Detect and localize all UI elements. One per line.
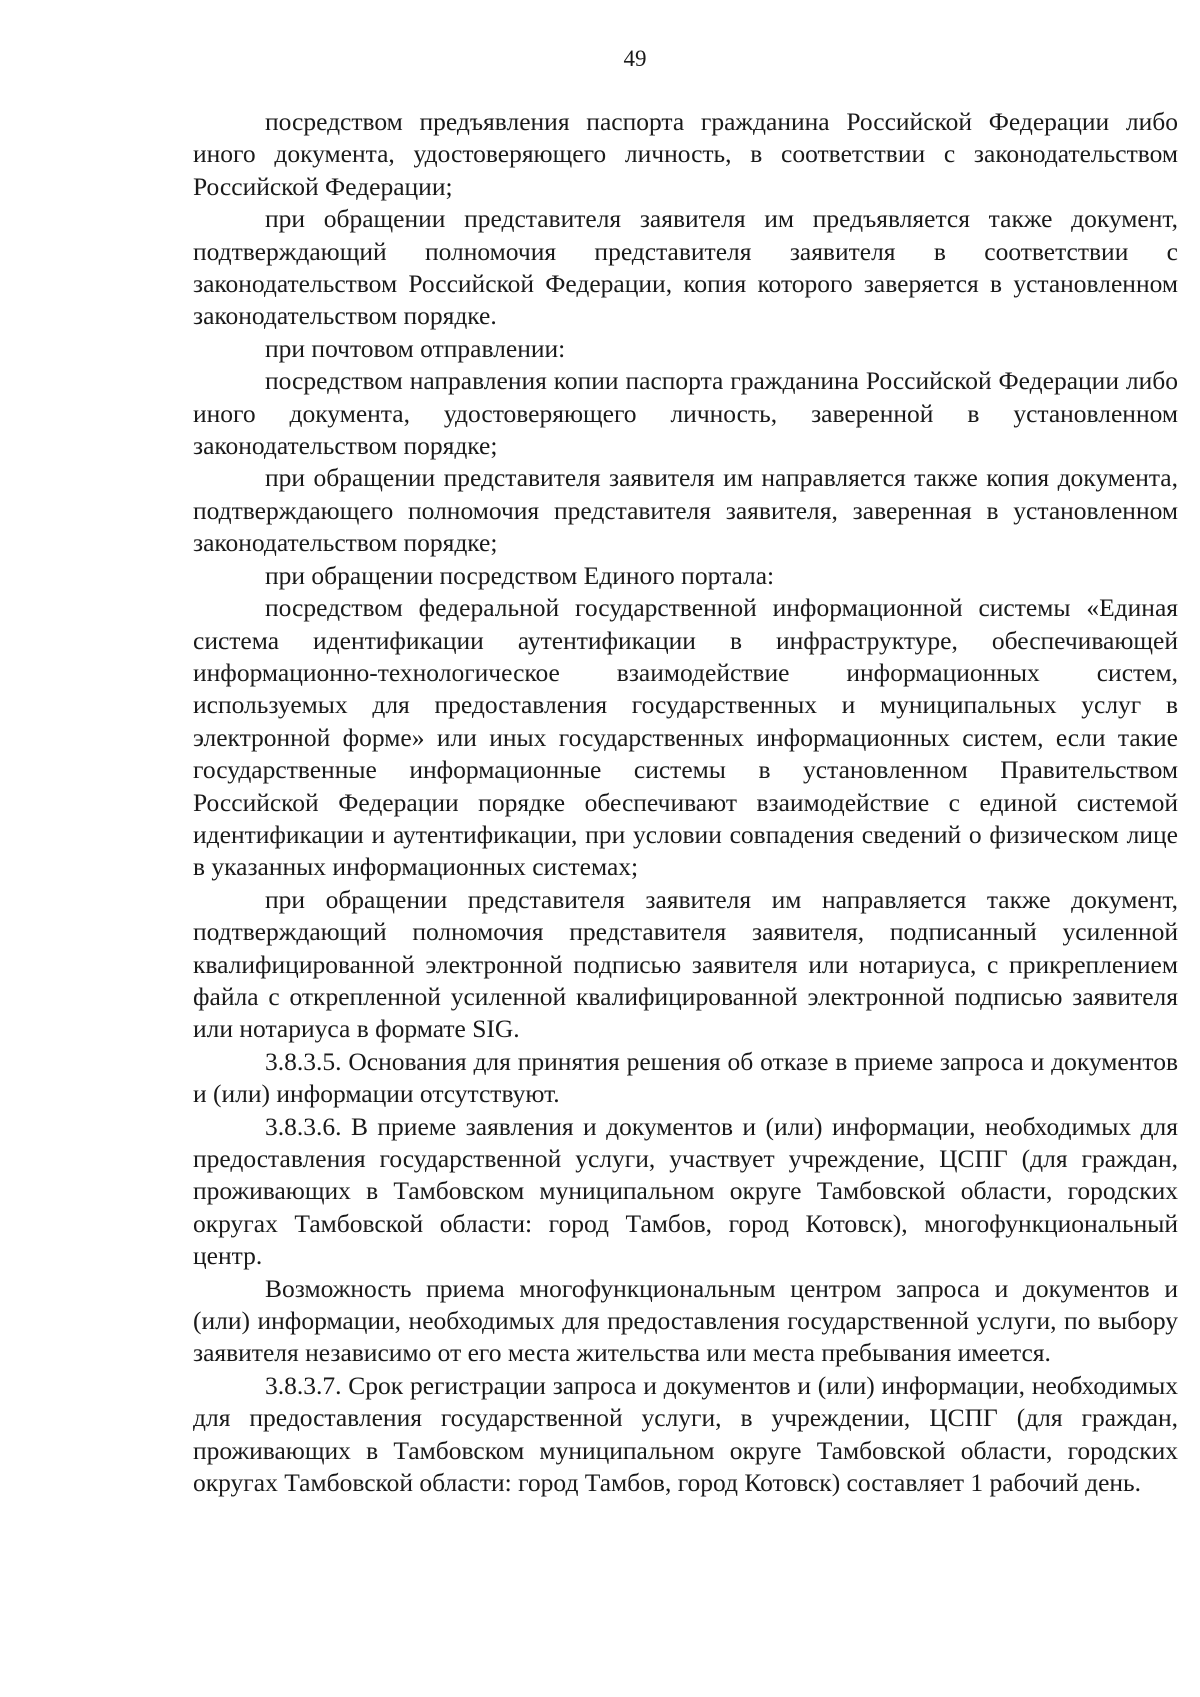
paragraph-postal-heading: при почтовом отправлении: (265, 333, 566, 363)
paragraph-portal-heading: при обращении посредством Единого портала: (265, 560, 775, 590)
paragraph-postal-passport-copy: посредством направления копии паспорта гражданина Российской Федерации либо иного документа, удостоверяющего личность, заверенной в установленном законодательством порядке; (193, 366, 1178, 461)
paragraph-esia-system: посредством федеральной государственной информационной системы «Единая система идентификации аутентификации в инфраструктуре, обеспечивающей информационно-технологическое взаимодействие информационных систем, используемых для предоставления государственных и муниципальных услуг в электронной форме» или иных государственных информационных систем, если такие государственные информационные системы в установленном Правительством Российской Федерации порядке обеспечивают взаимодействие с единой системой идентификации и аутентификации, при условии совпадения сведений о физическом лице в указанных информационных системах; (193, 593, 1178, 882)
paragraph-portal-representative-signature: при обращении представителя заявителя им направляется также документ, подтверждающий полномочия представителя заявителя, подписанный усиленной квалифицированной электронной подписью заявителя или нотариуса, с прикреплением файла с открепленной усиленной квалифицированной электронной подписью заявителя или нотариуса в формате SIG. (193, 884, 1178, 1044)
paragraph-mfc-possibility: Возможность приема многофункциональным центром запроса и документов и (или) информации, необходимых для предоставления государственной услуги, по выбору заявителя независимо от его места жительства или места пребывания имеется. (193, 1273, 1178, 1368)
document-body (193, 106, 1178, 1499)
paragraph-passport: посредством предъявления паспорта гражданина Российской Федерации либо иного документа, удостоверяющего личность, в соответствии с законодательством Российской Федерации; (193, 107, 1178, 201)
paragraph-3-8-3-6: 3.8.3.6. В приеме заявления и документов и (или) информации, необходимых для предоставления государственной услуги, участвует учреждение, ЦСПГ (для граждан, проживающих в Тамбовском муниципальном округе Тамбовской области, городских округах Тамбовской области: город Тамбов, город Котовск), многофункциональный центр. (193, 1111, 1178, 1271)
paragraph-3-8-3-5: 3.8.3.5. Основания для принятия решения об отказе в приеме запроса и документов и (или) информации отсутствуют. (193, 1046, 1178, 1109)
paragraph-representative-document: при обращении представителя заявителя им предъявляется также документ, подтверждающий полномочия представителя заявителя в соответствии с законодательством Российской Федерации, копия которого заверяется в установленном законодательством порядке. (193, 204, 1178, 331)
paragraph-postal-representative-copy: при обращении представителя заявителя им направляется также копия документа, подтверждающего полномочия представителя заявителя, заверенная в установленном законодательством порядке; (193, 463, 1178, 558)
page-number: 49 (623, 46, 647, 71)
paragraph-3-8-3-7: 3.8.3.7. Срок регистрации запроса и документов и (или) информации, необходимых для предоставления государственной услуги, в учреждении, ЦСПГ (для граждан, проживающих в Тамбовском муниципальном округе Тамбовской области, городских округах Тамбовской области: город Тамбов, город Котовск) составляет 1 рабочий день. (193, 1370, 1178, 1498)
